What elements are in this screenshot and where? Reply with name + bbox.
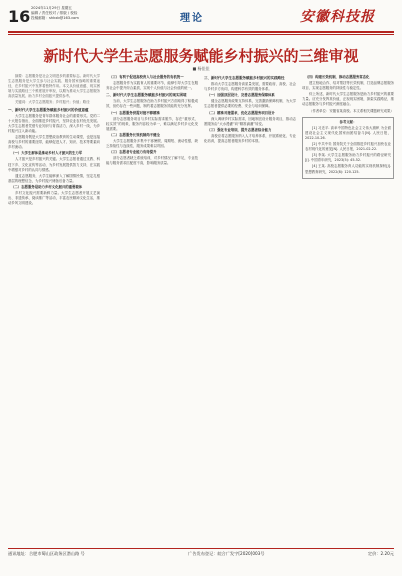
date-line: 2024年11月29日 星期五 — [31, 6, 72, 10]
reference-item: [2] 中共中央 国务院关于全面推进乡村振兴加快农业农村现代化的意见[N]. 人民日报，2021-02-22. — [305, 142, 391, 152]
paragraph: 健全志愿服务政策支持体系，完善激励保障机制，为大学生志愿者提供必要的经费、安全与培训保障。 — [204, 99, 296, 109]
footer-license: 广告发布登记：皖合广发字[2020]003号 — [188, 551, 265, 556]
paragraph: 部分志愿服务项目与乡村实际需求脱节，存在“重形式、轻实效”的现象，服务内容较为单一，难以满足乡村多元化发展需要。 — [106, 116, 198, 131]
paragraph: 乡村文化振兴需要新鲜力量。大学生志愿者开展文艺演出、非遗传承、阅读推广等活动，丰富农民精神文化生活，推动乡风文明建设。 — [8, 190, 100, 206]
subsection-heading: （二）志愿服务长效机制尚不健全 — [109, 132, 160, 137]
section-heading: 二、新时代大学生志愿服务赋能乡村振兴的现实困境 — [106, 93, 187, 98]
keywords: 关键词：大学生志愿服务；乡村振兴；价值；路径 — [15, 100, 90, 105]
footer — [8, 551, 394, 557]
conclusion: 综上所述，新时代大学生志愿服务是助力乡村振兴的重要力量。应充分发挥其价值，正视现实困境，探索实践路径，推动志愿服务与乡村振兴深度融合。 — [302, 92, 394, 107]
paragraph: 当前，大学生志愿服务在助力乡村振兴方面取得了积极成效，但仍存在一些问题，制约着志愿服务效能的充分发挥。 — [106, 99, 198, 109]
subsection-heading: （三）志愿者专业能力有待提升 — [109, 150, 157, 155]
masthead-rule-thin — [8, 34, 394, 35]
column-2 — [106, 74, 198, 544]
article-body — [8, 74, 394, 544]
paragraph: 高校应将志愿服务纳入人才培养体系，开展系统化、专业化培训，提高志愿者服务乡村的本领。 — [204, 133, 296, 144]
paragraph: 深入调研乡村实际需求，因地制宜设计服务项目，推动志愿服务由“大水漫灌”向“精准滴灌”转变。 — [204, 116, 296, 126]
section-heading: 一、新时代大学生志愿服务赋能乡村振兴的价值意蕴 — [8, 107, 89, 112]
section-heading: 三、新时代大学生志愿服务赋能乡村振兴的实践路径 — [204, 76, 285, 80]
masthead-meta — [31, 6, 79, 21]
page-number: 16 — [8, 7, 31, 26]
fund-note: （作者单位：安徽省某高校。本文系相关课题研究成果） — [309, 108, 394, 113]
footer-address: 通讯地址：合肥市蜀山区政务区潜山路 号 — [8, 551, 85, 556]
paragraph: 志愿服务既是大学生思想政治教育的生动课堂，也是连接高校与乡村的重要纽带，能够促进人才、知识、技术等要素向乡村流动。 — [8, 135, 100, 150]
subsection-heading: （一）大学生群体是推动乡村人才振兴的生力军 — [11, 151, 83, 156]
subsection-heading: （二）精准对接需求，优化志愿服务项目设计 — [207, 110, 275, 115]
paragraph: 志愿服务作为实践育人的重要环节，能够引导大学生在服务社会中提升综合素质，实现个人价值与社会价值的统一。 — [106, 81, 198, 91]
paragraph: 通过志愿服务，大学生能够深入了解国情民情，坚定扎根基层的理想信念，为乡村振兴储备后备力量。 — [8, 173, 100, 183]
paragraph: 大学生志愿服务是青年群体服务社会的重要形式。党的二十大报告指出，全面推进乡村振兴，坚持农业农村优先发展。大学生志愿者凭借专业知识与青春活力，深入乡村一线，为乡村振兴注入新动能。 — [8, 113, 100, 133]
newspaper-brand: 安徽科技报 — [300, 9, 375, 25]
subsection-heading: （四）构建长效机制，推动志愿服务常态化 — [305, 75, 370, 79]
reference-item: [4] 王某. 高校志愿服务育人功能的实现机制探析[J]. 思想教育研究，2022(8): 120-125. — [305, 164, 391, 174]
article-headline: 新时代大学生志愿服务赋能乡村振兴的三维审视 — [43, 47, 359, 65]
paragraph: 人才振兴是乡村振兴的关键。大学生志愿者通过支教、科技下乡、文化宣传等活动，为乡村发展提供智力支持，在实践中增强对乡村的认同与情感。 — [8, 157, 100, 172]
footer-rule — [8, 548, 394, 549]
reference-item: [3] 李某. 大学生志愿服务助力乡村振兴的路径研究[J]. 中国青年研究，2023(5): 45-52. — [305, 153, 391, 163]
footer-price: 定价：2.20元 — [367, 551, 394, 556]
subsection-heading: （一）加强顶层设计，完善志愿服务保障体系 — [207, 93, 275, 98]
column-1 — [8, 74, 100, 544]
paragraph: 建立校地合作、结对帮扶等长效机制，打造品牌志愿服务项目，实现志愿服务的持续性与稳定性。 — [302, 81, 394, 91]
section-label: 理论 — [180, 13, 204, 24]
article-byline: ■ 杨佳佳 — [192, 66, 210, 71]
abstract: 摘要：志愿服务是社会文明进步的重要标志。新时代大学生志愿服务是大学生参与社会实践、服务国家战略的重要途径，在乡村振兴中发挥着独特作用。本文从价值意蕴、现实困境与实践路径三个维度展开审视，以期为推动大学生志愿服务高质量发展、助力乡村全面振兴提供参考。 — [8, 74, 100, 99]
editor-line: 编辑 / 责任校对 / 排版 / 校检 — [31, 11, 78, 15]
subsection-heading: （一）志愿服务供需对接不够精准 — [109, 110, 160, 115]
column-3 — [204, 74, 296, 544]
paragraph: 推动大学生志愿服务高质量发展，需要政府、高校、社会与乡村多方协同，构建科学有效的服务体系。 — [204, 82, 296, 92]
reference-item: [1] 习近平. 高举中国特色社会主义伟大旗帜 为全面建设社会主义现代化国家而团结奋斗[N]. 人民日报，2022-10-26. — [305, 125, 391, 140]
subsection-heading: （三）强化专业培训，提升志愿者综合能力 — [207, 127, 272, 132]
column-4 — [302, 74, 394, 544]
email-line: 投稿邮箱：shkxb@163.com — [31, 16, 79, 20]
references-box — [302, 117, 394, 179]
masthead-rule — [8, 31, 394, 33]
references-title: 参考文献： — [339, 119, 357, 124]
subsection-heading: （二）志愿服务是助力乡村文化振兴的重要载体 — [11, 184, 83, 189]
subsection-heading: （三）有利于促进高校育人与社会服务的有机统一 — [109, 75, 184, 79]
paragraph: 部分志愿者缺乏系统培训，对乡村情况了解不足，专业技能与服务需求匹配度不高，影响服务质量。 — [106, 156, 198, 166]
paragraph: 大学生志愿服务多集中于寒暑假，周期短、流动性强，缺乏持续性与连续性，服务成果难以巩固。 — [106, 139, 198, 149]
